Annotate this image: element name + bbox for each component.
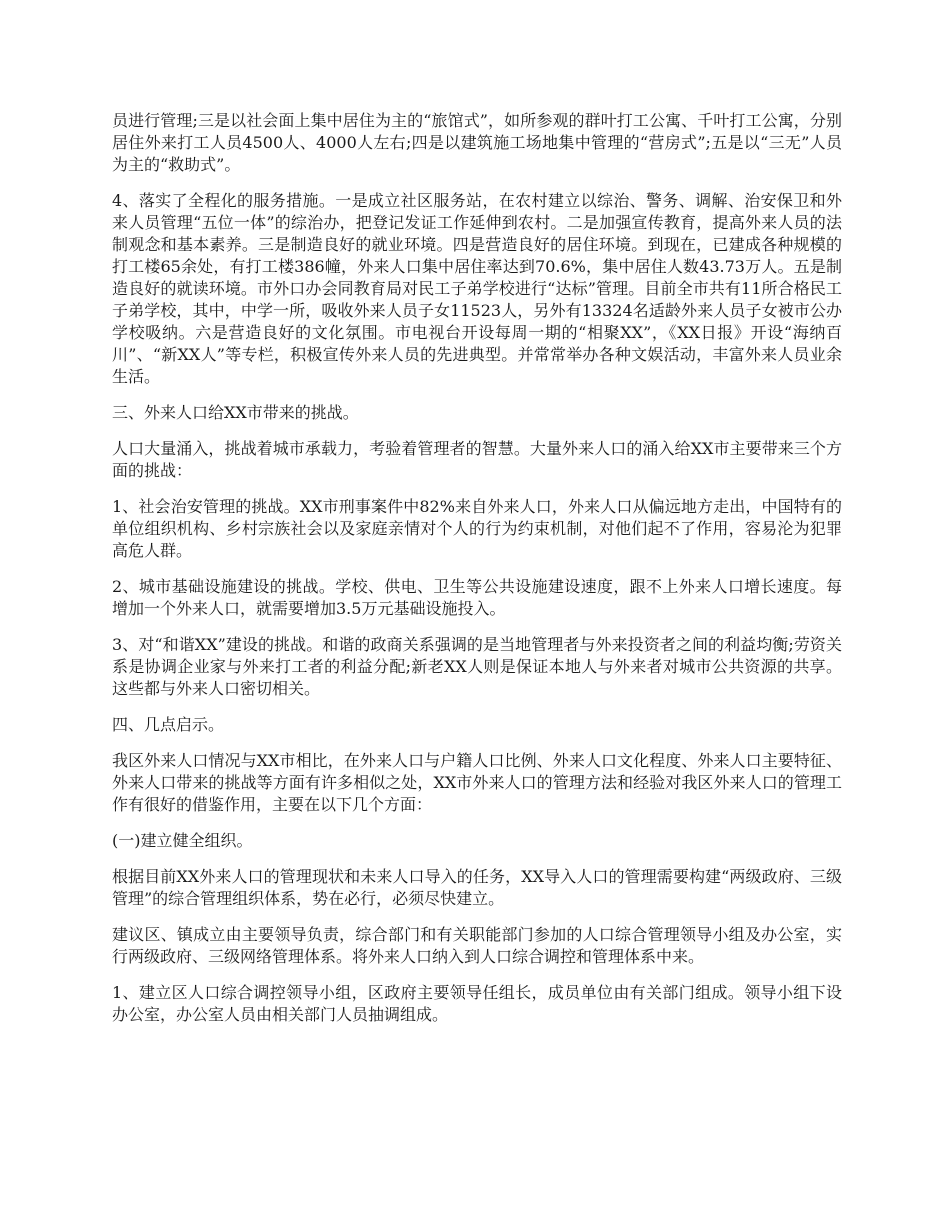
paragraph: 1、建立区人口综合调控领导小组，区政府主要领导任组长，成员单位由有关部门组成。领导小组下设办公室，办公室人员由相关部门人员抽调组成。	[112, 983, 842, 1024]
paragraph: 人口大量涌入，挑战着城市承载力，考验着管理者的智慧。大量外来人口的涌入给XX市主要带来三个方面的挑战：	[112, 439, 842, 480]
paragraph: 1、社会治安管理的挑战。XX市刑事案件中82%来自外来人口，外来人口从偏远地方走出，中国特有的单位组织机构、乡村宗族社会以及家庭亲情对个人的行为约束机制，对他们起不了作用，容易沦为犯罪高危人群。	[112, 497, 842, 560]
section-heading: 四、几点启示。	[112, 715, 225, 734]
paragraph: 我区外来人口情况与XX市相比，在外来人口与户籍人口比例、外来人口文化程度、外来人口主要特征、外来人口带来的挑战等方面有许多相似之处，XX市外来人口的管理方法和经验对我区外来人口的管理工作有很好的借鉴作用，主要在以下几个方面：	[112, 751, 842, 814]
document-page	[112, 110, 842, 1040]
paragraph: 3、对“和谐XX”建设的挑战。和谐的政商关系强调的是当地管理者与外来投资者之间的利益均衡;劳资关系是协调企业家与外来打工者的利益分配;新老XX人则是保证本地人与外来者对城市公共资源的共享。这些都与外来人口密切相关。	[112, 635, 842, 698]
subsection-heading: (一)建立健全组织。	[112, 831, 253, 850]
paragraph: 建议区、镇成立由主要领导负责，综合部门和有关职能部门参加的人口综合管理领导小组及办公室，实行两级政府、三级网络管理体系。将外来人口纳入到人口综合调控和管理体系中来。	[112, 925, 842, 966]
paragraph: 员进行管理;三是以社会面上集中居住为主的“旅馆式”，如所参观的群叶打工公寓、千叶打工公寓，分别居住外来打工人员4500人、4000人左右;四是以建筑施工场地集中管理的“营房式”;五是以“三无”人员为主的“救助式”。	[112, 111, 842, 174]
paragraph: 2、城市基础设施建设的挑战。学校、供电、卫生等公共设施建设速度，跟不上外来人口增长速度。每增加一个外来人口，就需要增加3.5万元基础设施投入。	[112, 577, 842, 618]
paragraph: 根据目前XX外来人口的管理现状和未来人口导入的任务，XX导入人口的管理需要构建“两级政府、三级管理”的综合管理组织体系，势在必行，必须尽快建立。	[112, 867, 842, 908]
paragraph: 4、落实了全程化的服务措施。一是成立社区服务站，在农村建立以综治、警务、调解、治安保卫和外来人员管理“五位一体”的综治办，把登记发证工作延伸到农村。二是加强宣传教育，提高外来人员的法制观念和基本素养。三是制造良好的就业环境。四是营造良好的居住环境。到现在，已建成各种规模的打工楼65余处，有打工楼386幢，外来人口集中居住率达到70.6%，集中居住人数43.73万人。五是制造良好的就读环境。市外口办会同教育局对民工子弟学校进行“达标”管理。目前全市共有11所合格民工子弟学校，其中，中学一所，吸收外来人员子女11523人，另外有13324名适龄外来人员子女被市公办学校吸纳。六是营造良好的文化氛围。市电视台开设每周一期的“相聚XX”，《XX日报》开设“海纳百川”、“新XX人”等专栏，积极宣传外来人员的先进典型。并常常举办各种文娱活动，丰富外来人员业余生活。	[112, 191, 842, 386]
section-heading: 三、外来人口给XX市带来的挑战。	[112, 403, 359, 422]
